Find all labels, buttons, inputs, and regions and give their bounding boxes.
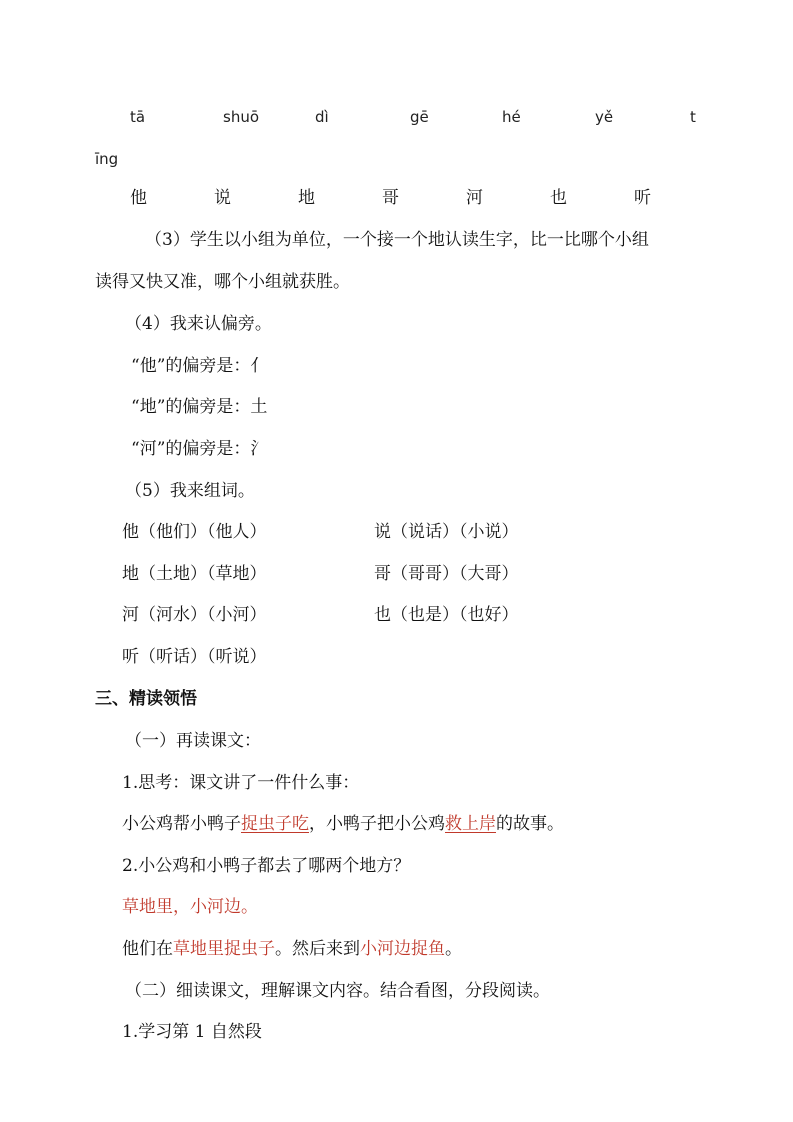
question-1: 1.思考：课文讲了一件什么事： [122, 773, 360, 793]
hanzi-ye: 也 [550, 188, 567, 208]
hanzi-ta: 他 [130, 188, 147, 208]
answer-1-text: ，小鸭子把小公鸡 [309, 814, 445, 834]
hanzi-shuo: 说 [214, 188, 231, 208]
item-1: 1.学习第 1 自然段 [122, 1022, 262, 1042]
radical-line-di [131, 395, 267, 419]
hanzi-di: 地 [298, 188, 315, 208]
question-2: 2.小公鸡和小鸭子都去了哪两个地方？ [122, 856, 411, 876]
pinyin-shuo: shuō [223, 108, 260, 126]
radical-label: “他”的偏旁是： [131, 356, 251, 376]
word-group: 听（听话）（听说） [122, 647, 267, 667]
answer-1-highlight: 捉虫子吃 [241, 814, 309, 834]
radical-label: “河”的偏旁是： [131, 439, 251, 459]
word-group: 河（河水）（小河） [122, 605, 267, 625]
answer-2: 草地里，小河边。 [122, 897, 258, 917]
paragraph-3-line2: 读得又快又准，哪个小组就获胜。 [95, 272, 350, 292]
answer-3-highlight: 草地里捉虫子 [173, 939, 275, 959]
radical-value: 氵 [250, 439, 268, 459]
radical-value: 土 [250, 397, 268, 417]
word-group: 地（土地）（草地） [122, 564, 267, 584]
pinyin-ge: gē [410, 108, 429, 126]
subsection-heading-1: （一）再读课文： [125, 731, 261, 751]
radicals-title: （4）我来认偏旁。 [125, 314, 272, 334]
hanzi-ting: 听 [634, 188, 651, 208]
answer-3-text: 他们在 [122, 939, 173, 959]
word-group: 也（也是）（也好） [374, 605, 519, 625]
answer-1 [122, 812, 564, 836]
radical-value: 亻 [250, 356, 268, 376]
section-heading: 三、精读领悟 [95, 689, 197, 709]
pinyin-he: hé [502, 108, 521, 126]
answer-3-text: 。 [445, 939, 462, 959]
hanzi-ge: 哥 [382, 188, 399, 208]
answer-1-text: 小公鸡帮小鸭子 [122, 814, 241, 834]
paragraph-3-line1: （3）学生以小组为单位，一个接一个地认读生字，比一比哪个小组 [145, 230, 649, 250]
answer-3-text: 。然后来到 [275, 939, 360, 959]
words-title: （5）我来组词。 [125, 481, 255, 501]
word-group: 他（他们）（他人） [122, 522, 267, 542]
document-page [95, 92, 699, 1046]
word-group: 哥（哥哥）（大哥） [374, 564, 519, 584]
radical-line-he [131, 437, 267, 461]
answer-1-text: 的故事。 [496, 814, 564, 834]
pinyin-ing: īng [95, 150, 119, 168]
answer-3-highlight: 小河边捉鱼 [360, 939, 445, 959]
pinyin-ta: tā [130, 108, 146, 126]
subsection-heading-2: （二）细读课文，理解课文内容。结合看图，分段阅读。 [125, 981, 550, 1001]
answer-3 [122, 937, 462, 961]
pinyin-t: t [690, 108, 696, 126]
pinyin-ye: yě [595, 108, 614, 126]
hanzi-he: 河 [466, 188, 483, 208]
answer-1-highlight: 救上岸 [445, 814, 496, 834]
radical-line-ta [131, 354, 267, 378]
radical-label: “地”的偏旁是： [131, 397, 251, 417]
pinyin-di: dì [315, 108, 329, 126]
word-group: 说（说话）（小说） [374, 522, 519, 542]
